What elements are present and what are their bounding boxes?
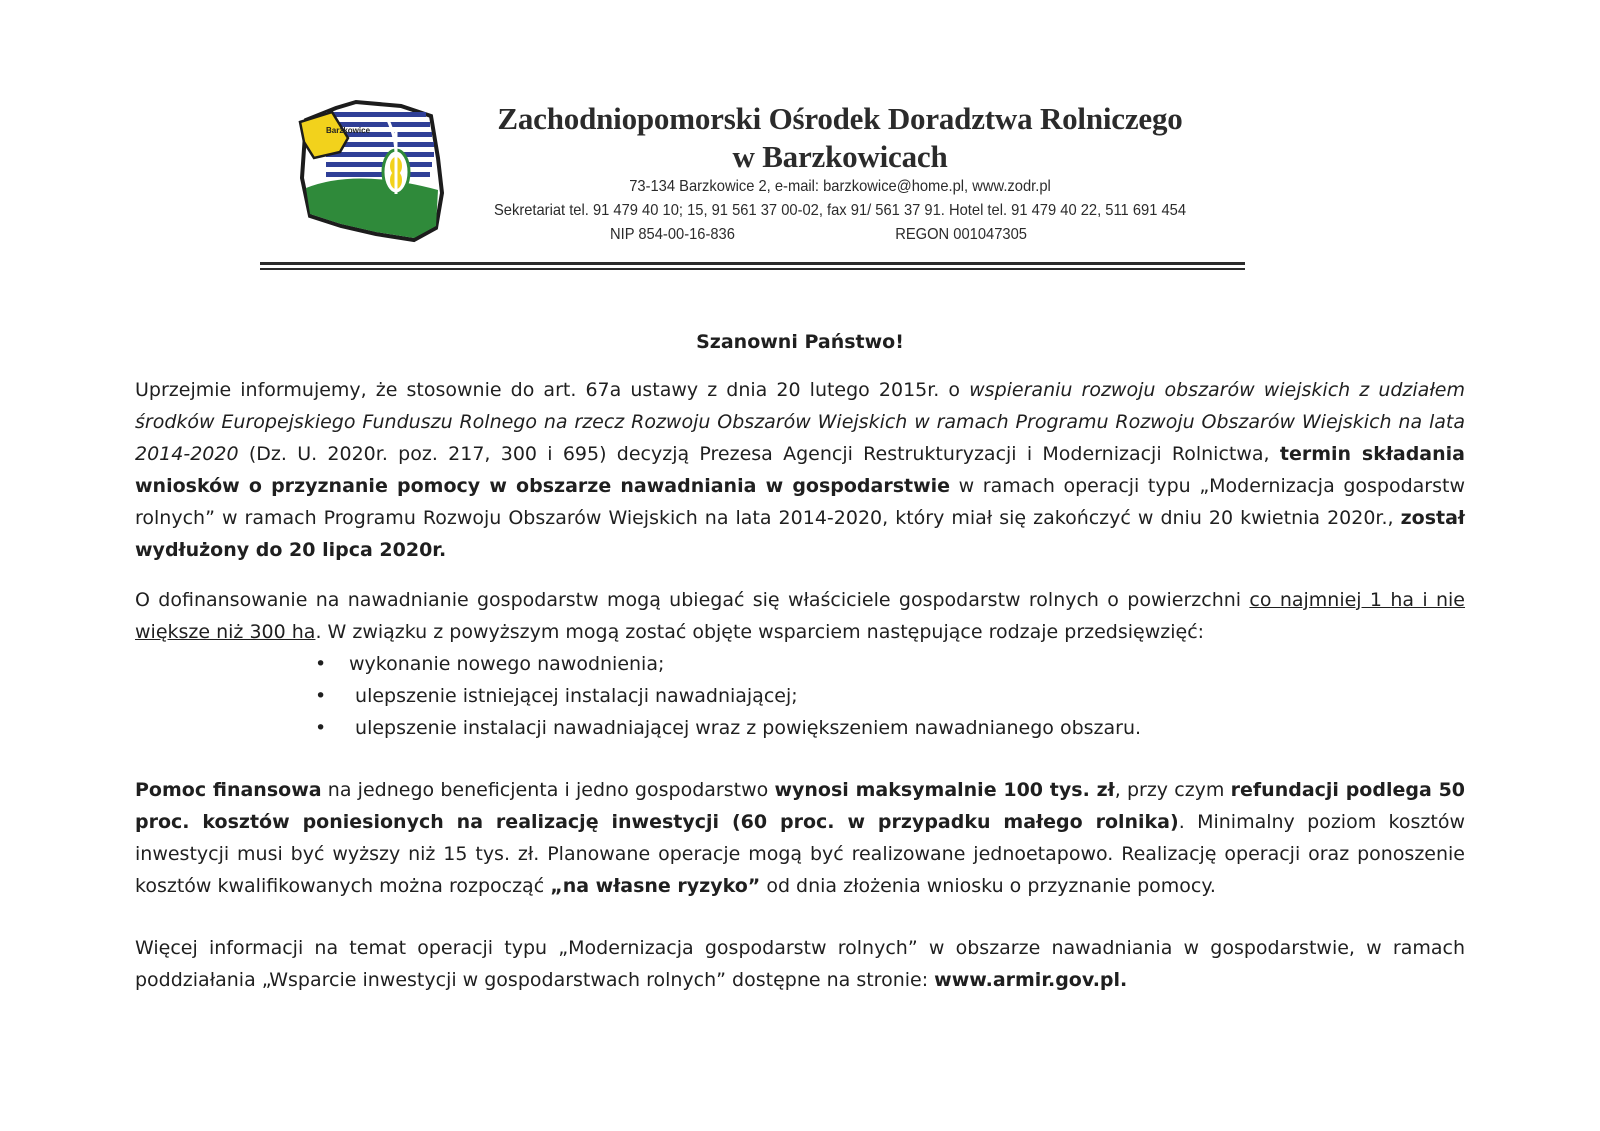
text-run: na jednego beneficjenta i jedno gospodarstwo bbox=[321, 779, 775, 801]
organization-logo bbox=[296, 98, 446, 246]
text-run: O dofinansowanie na nawadnianie gospodarstw mogą ubiegać się właściciele gospodarstw rolnych o powierzchni bbox=[135, 589, 1250, 611]
list-item-text: wykonanie nowego nawodnienia; bbox=[349, 653, 665, 675]
bullet-icon: • bbox=[315, 653, 327, 675]
own-risk-note: „na własne ryzyko” bbox=[550, 875, 761, 897]
eligible-projects-list bbox=[135, 648, 1465, 744]
paragraph-deadline-extension bbox=[135, 374, 1465, 566]
bullet-icon: • bbox=[315, 717, 327, 739]
list-item-text: ulepszenie istniejącej instalacji nawadniającej; bbox=[349, 685, 798, 707]
salutation: Szanowni Państwo! bbox=[696, 331, 904, 353]
list-item-text: ulepszenie instalacji nawadniającej wraz z powiększeniem nawadnianego obszaru. bbox=[349, 717, 1142, 739]
logo-label: Barzkowice bbox=[326, 126, 371, 135]
letterhead-divider bbox=[260, 262, 1245, 265]
nip-number: NIP 854-00-16-836 bbox=[610, 226, 735, 243]
organization-name-line1: Zachodniopomorski Ośrodek Doradztwa Rolniczego bbox=[497, 101, 1183, 136]
text-run: od dnia złożenia wniosku o przyznanie pomocy. bbox=[760, 875, 1216, 897]
paragraph-more-info bbox=[135, 932, 1465, 996]
paragraph-financial-aid bbox=[135, 774, 1465, 902]
organization-name bbox=[440, 100, 1240, 176]
act-title: wspieraniu rozwoju obszarów wiejskich z udziałem środków Europejskiego Funduszu Rolnego na rzecz Rozwoju Obszarów Wiejskich w ramach Programu Rozwoju Obszarów Wiejskich na lata 2014-2020 bbox=[135, 379, 1465, 465]
list-item bbox=[315, 712, 1465, 744]
letterhead bbox=[260, 90, 1245, 280]
phone-line: Sekretariat tel. 91 479 40 10; 15, 91 561 37 00-02, fax 91/ 561 37 91. Hotel tel. 91 479 40 22, 511 691 454 bbox=[493, 202, 1187, 219]
text-run: w ramach operacji typu „Modernizacja gospodarstw rolnych” w ramach Programu Rozwoju Obszarów Wiejskich na lata 2014-2020, który miał się zakończyć w dniu 20 kwietnia 2020r., bbox=[135, 475, 1465, 529]
regon-number: REGON 001047305 bbox=[895, 226, 1027, 243]
refund-rate: refundacji podlega 50 proc. kosztów poniesionych na realizację inwestycji (60 proc. w przypadku małego rolnika) bbox=[135, 779, 1466, 833]
text-run: . W związku z powyższym mogą zostać objęte wsparciem następujące rodzaje przedsięwzięć: bbox=[315, 621, 1205, 643]
letterhead-divider-thin bbox=[260, 268, 1245, 270]
list-item bbox=[315, 648, 1465, 680]
max-aid-amount: wynosi maksymalnie 100 tys. zł bbox=[774, 779, 1115, 801]
text-run: Więcej informacji na temat operacji typu „Modernizacja gospodarstw rolnych” w obszarze nawadniania w gospodarstwie, w ramach poddziałania „Wsparcie inwestycji w gospodarstwach rolnych” dostępne na stronie: bbox=[135, 937, 1465, 991]
text-run: (Dz. U. 2020r. poz. 217, 300 i 695) decyzją Prezesa Agencji Restrukturyzacji i Modernizacji Rolnictwa, bbox=[238, 443, 1280, 465]
website-link[interactable]: www.armir.gov.pl. bbox=[934, 969, 1128, 991]
paragraph-eligibility bbox=[135, 584, 1465, 648]
bullet-icon: • bbox=[315, 685, 327, 707]
list-item bbox=[315, 680, 1465, 712]
text-run: Uprzejmie informujemy, że stosownie do art. 67a ustawy z dnia 20 lutego 2015r. o bbox=[135, 379, 970, 401]
deadline-subject: termin składania wniosków o przyznanie pomocy w obszarze nawadniania w gospodarstwie bbox=[135, 443, 1465, 497]
aid-heading: Pomoc finansowa bbox=[135, 779, 322, 801]
text-run: . Minimalny poziom kosztów inwestycji musi być wyższy niż 15 tys. zł. Planowane operacje mogą być realizowane jednoetapowo. Realizację operacji oraz ponoszenie kosztów kwalifikowanych można rozpocząć bbox=[135, 811, 1465, 897]
farm-size-range: co najmniej 1 ha i nie większe niż 300 ha bbox=[135, 589, 1466, 643]
text-run: , przy czym bbox=[1114, 779, 1231, 801]
new-deadline: został wydłużony do 20 lipca 2020r. bbox=[135, 507, 1465, 561]
organization-name-line2: w Barzkowicach bbox=[732, 139, 948, 174]
address-line: 73-134 Barzkowice 2, e-mail: barzkowice@home.pl, www.zodr.pl bbox=[629, 178, 1051, 195]
letter-body bbox=[135, 326, 1465, 996]
